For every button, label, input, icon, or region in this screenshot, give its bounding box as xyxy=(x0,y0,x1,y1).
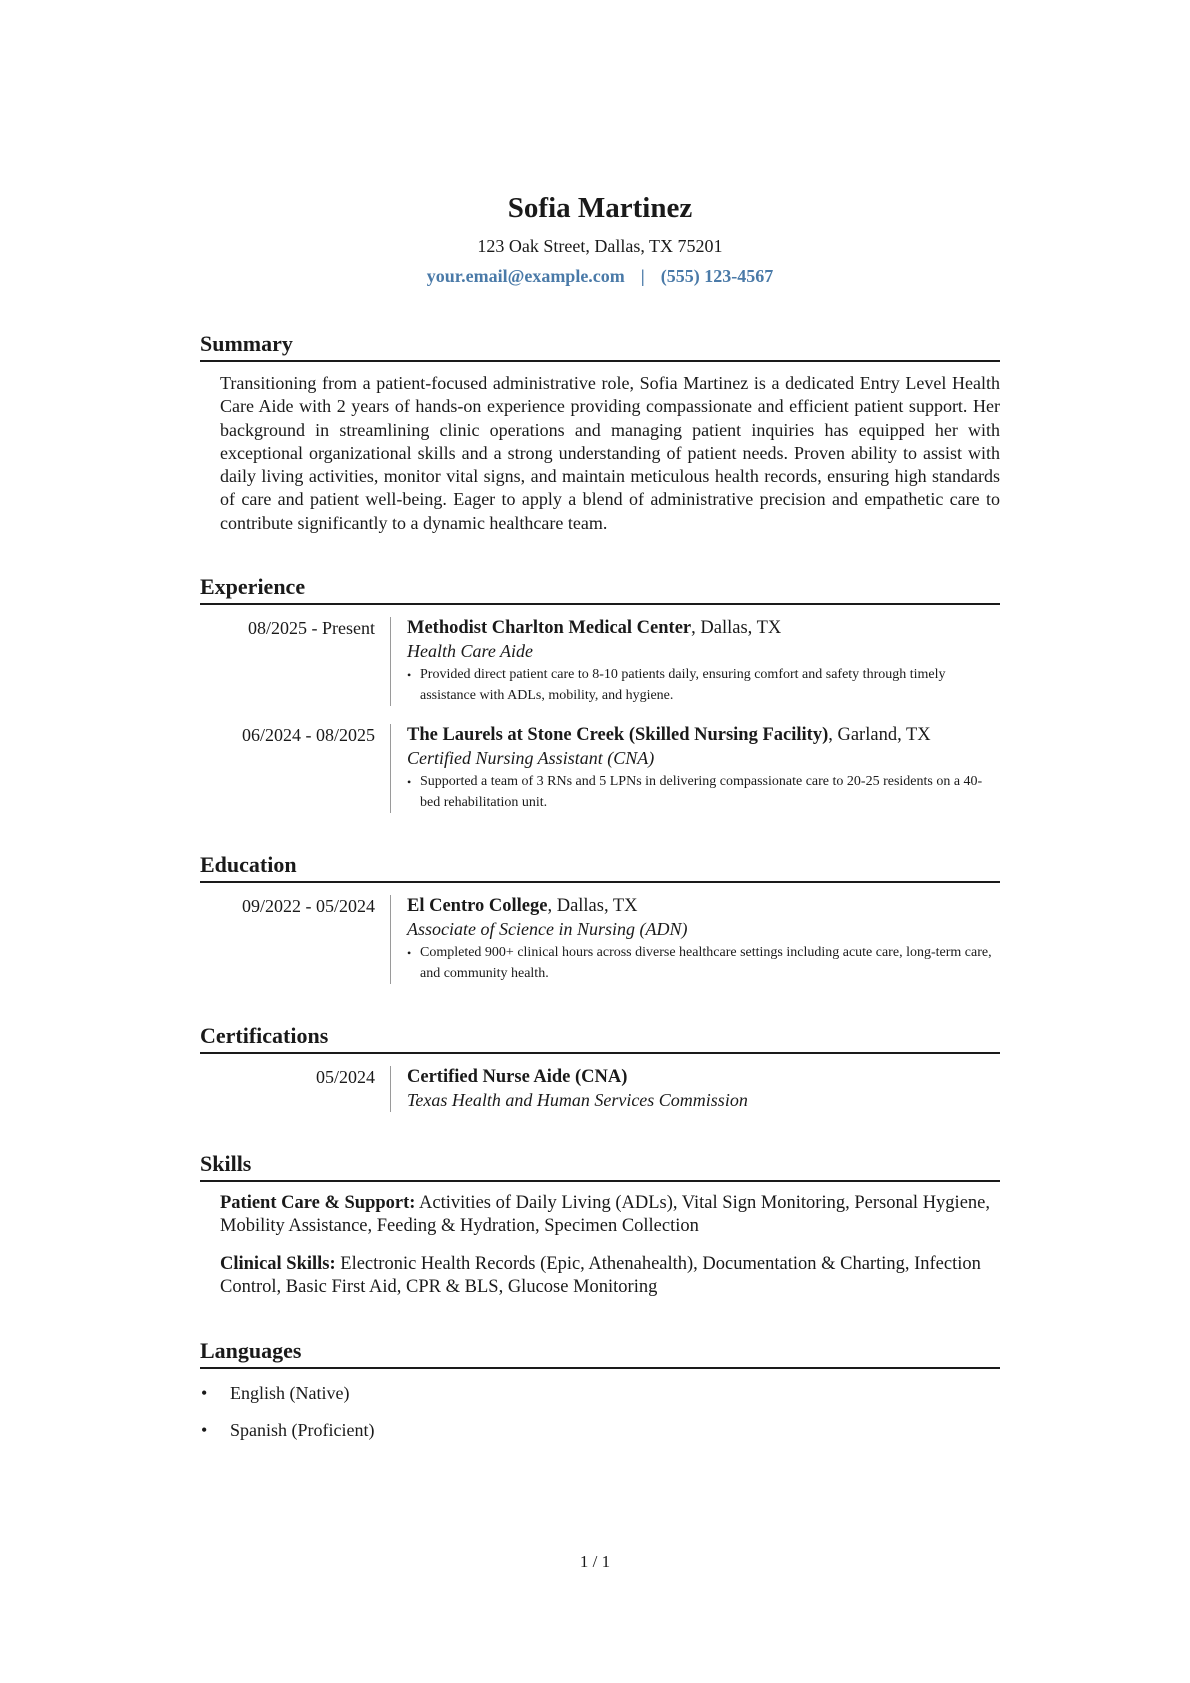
resume-page xyxy=(200,0,1000,1455)
entry-degree: Associate of Science in Nursing (ADN) xyxy=(407,919,688,940)
section-title-experience: Experience xyxy=(200,573,1000,605)
entry-heading xyxy=(407,617,1000,640)
entry-body xyxy=(390,1066,1000,1112)
skill-items: Activities of Daily Living (ADLs), Vital Sign Monitoring, Personal Hygiene, Mobility Assistance, Feeding & Hydration, Specimen Collection xyxy=(220,1193,990,1237)
entry-organization: The Laurels at Stone Creek (Skilled Nursing Facility) xyxy=(407,725,829,746)
entry-role: Certified Nursing Assistant (CNA) xyxy=(407,748,655,769)
entry-organization: El Centro College xyxy=(407,896,548,917)
entry-bullets xyxy=(407,772,1000,813)
entry-role: Health Care Aide xyxy=(407,641,533,662)
bullet-item: • Completed 900+ clinical hours across diverse healthcare settings including acute care, long-term care, and community health. xyxy=(407,943,1000,984)
bullet-item: • Provided direct patient care to 8-10 patients daily, ensuring comfort and safety through timely assistance with ADLs, mobility, and hygiene. xyxy=(407,665,1000,706)
entry-body xyxy=(390,895,1000,984)
languages-section xyxy=(200,1337,1000,1442)
language-item: • Spanish (Proficient) xyxy=(200,1418,1000,1442)
education-section xyxy=(200,851,1000,984)
entry-date: 06/2024 - 08/2025 xyxy=(242,725,375,746)
entry-heading xyxy=(407,895,1000,918)
skill-items: Electronic Health Records (Epic, Athenahealth), Documentation & Charting, Infection Control, Basic First Aid, CPR & BLS, Glucose Monitoring xyxy=(220,1253,981,1297)
section-title-education: Education xyxy=(200,851,1000,883)
education-entry xyxy=(200,895,1000,984)
section-title-languages: Languages xyxy=(200,1337,1000,1369)
summary-text: Transitioning from a patient-focused administrative role, Sofia Martinez is a dedicated Entry Level Health Care Aide with 2 years of hands-on experience providing compassionate and efficient patient support. Her background in streamlining clinic operations and managing patient inquiries has equipped her with exceptional organizational skills and a strong understanding of patient needs. Proven ability to assist with daily living activities, monitor vital signs, and maintain meticulous health records, ensuring high standards of care and patient well-being. Eager to apply a blend of administrative precision and empathetic care to contribute significantly to a dynamic healthcare team. xyxy=(220,373,1000,533)
section-title-summary: Summary xyxy=(200,330,1000,362)
certifications-section xyxy=(200,1022,1000,1112)
entry-date: 09/2022 - 05/2024 xyxy=(242,896,375,917)
entry-date: 08/2025 - Present xyxy=(248,618,375,639)
entry-location: , Dallas, TX xyxy=(547,896,638,917)
section-title-certifications: Certifications xyxy=(200,1022,1000,1054)
page-indicator: 1 / 1 xyxy=(579,1552,611,1571)
summary-section xyxy=(200,330,1000,535)
email-link[interactable]: your.email@example.com xyxy=(426,266,625,286)
skills-section xyxy=(200,1150,1000,1299)
section-title-skills: Skills xyxy=(200,1150,1000,1182)
experience-entry xyxy=(200,724,1000,813)
entry-body xyxy=(390,724,1000,813)
experience-section xyxy=(200,573,1000,813)
entry-heading xyxy=(407,724,1000,747)
certification-entry xyxy=(200,1066,1000,1112)
entry-heading xyxy=(407,1066,1000,1089)
certification-issuer: Texas Health and Human Services Commission xyxy=(407,1090,748,1111)
entry-organization: Methodist Charlton Medical Center xyxy=(407,618,692,639)
skill-category: Patient Care & Support: xyxy=(220,1193,416,1214)
entry-bullets xyxy=(407,665,1000,706)
candidate-name: Sofia Martinez xyxy=(507,192,693,224)
entry-body xyxy=(390,617,1000,706)
resume-header xyxy=(200,190,1000,288)
entry-location: , Dallas, TX xyxy=(691,618,782,639)
experience-entry xyxy=(200,617,1000,706)
skill-category: Clinical Skills: xyxy=(220,1253,336,1274)
bullet-item: • Supported a team of 3 RNs and 5 LPNs in delivering compassionate care to 20-25 residents on a 40-bed rehabilitation unit. xyxy=(407,772,1000,813)
language-item: • English (Native) xyxy=(200,1381,1000,1405)
phone-link[interactable]: (555) 123-4567 xyxy=(660,266,774,286)
skill-row xyxy=(220,1192,1000,1239)
entry-bullets xyxy=(407,943,1000,984)
contact-separator: | xyxy=(640,266,645,286)
certification-name: Certified Nurse Aide (CNA) xyxy=(407,1067,628,1088)
entry-date: 05/2024 xyxy=(315,1067,375,1088)
skill-row xyxy=(220,1253,1000,1300)
language-list xyxy=(200,1381,1000,1442)
address: 123 Oak Street, Dallas, TX 75201 xyxy=(477,236,723,256)
contact-line xyxy=(200,264,1000,288)
entry-location: , Garland, TX xyxy=(828,725,931,746)
skills-list xyxy=(220,1192,1000,1299)
